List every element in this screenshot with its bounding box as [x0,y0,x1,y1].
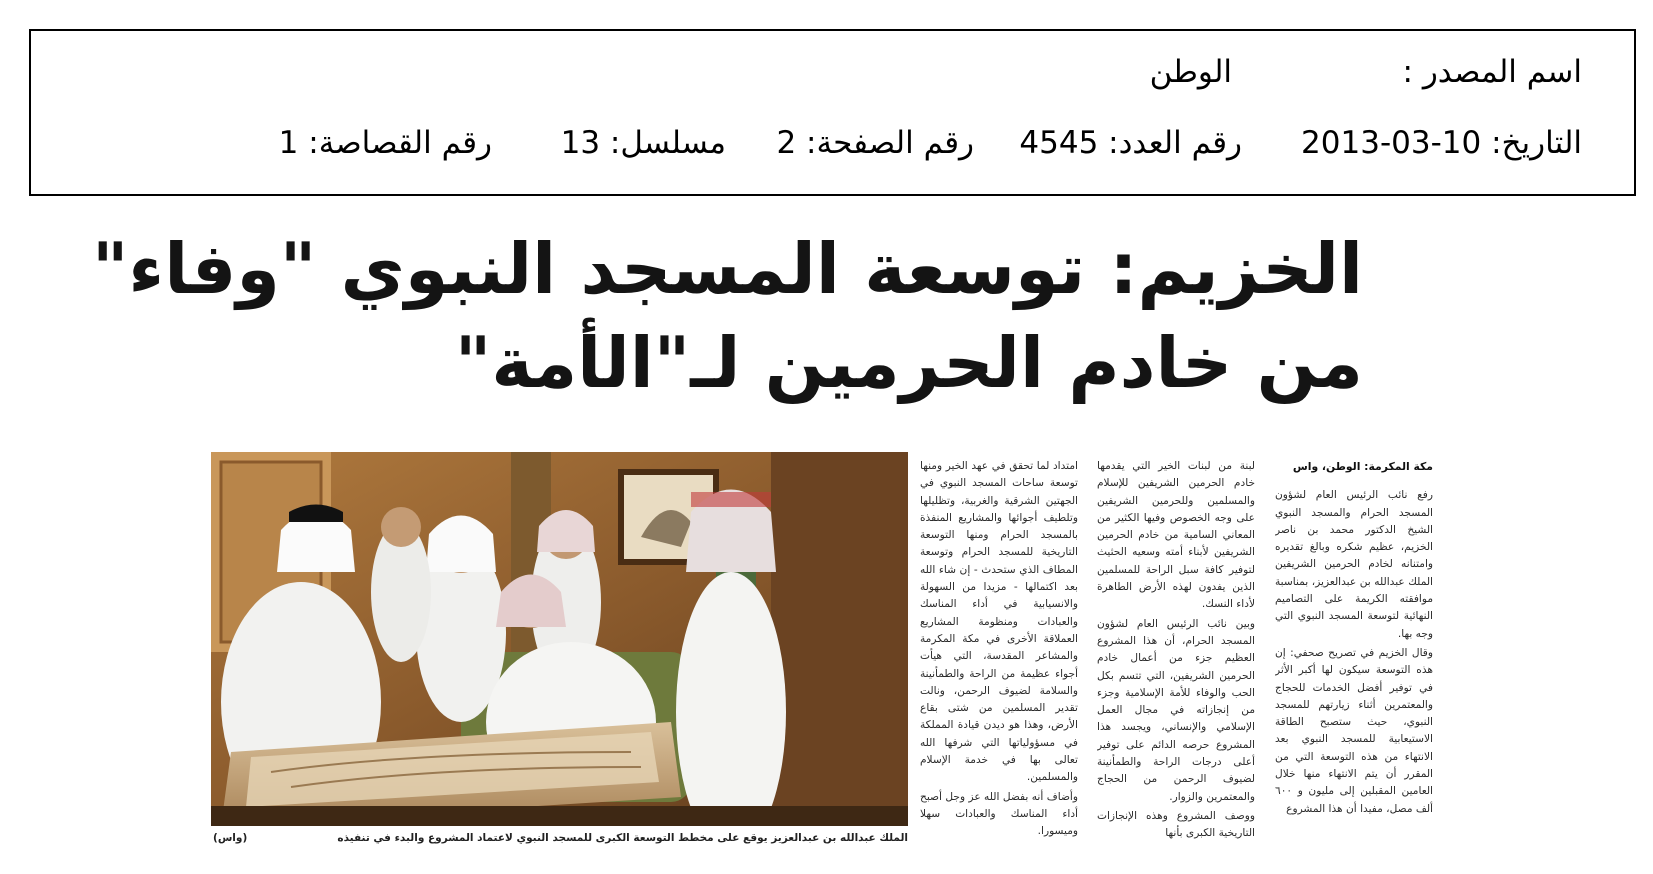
source-value: الوطن [1149,54,1232,90]
paragraph: وأضاف أنه بفضل الله عز وجل أصبح أداء المناسك والعبادات سهلا وميسورا. [920,790,1078,838]
article-column-1 [1275,458,1433,850]
headline-line-1: الخزيم: توسعة المسجد النبوي "وفاء" [91,228,1363,310]
article-column-2 [1097,458,1255,850]
page-number: رقم الصفحة: 2 [776,125,974,161]
paragraph: لبنة من لبنات الخير التي يقدمها خادم الحرمين الشريفين للإسلام والمسلمين وللحرمين الشريفين على وجه الخصوص وفيها الكثير من المعاني السامية من خادم الحرمين الشريفين لأبناء أمته وسعيه الحثيث لتوفير كافة سبل الراحة للمسلمين الذين يفدون لهذه الأرض الطاهرة لأداء النسك. [1097,460,1255,611]
clipping-metadata-box [29,29,1636,196]
article-column-3 [920,458,1078,850]
date-field: التاريخ: 10-03-2013 [1301,125,1582,161]
dateline: مكة المكرمة: الوطن، واس [1292,460,1433,473]
source-label: اسم المصدر : [1402,54,1582,90]
photo-credit: (واس) [213,832,248,844]
headline-line-2: من خادم الحرمين لـ"الأمة" [454,322,1363,404]
article-photo [211,452,908,826]
paragraph: وقال الخزيم في تصريح صحفي: إن هذه التوسعة سيكون لها أكبر الأثر في توفير أفضل الخدمات للحجاج والمعتمرين أثناء زيارتهم للمسجد النبوي، حيث ستصبح الطاقة الاستيعابية للمسجد النبوي بعد الانتهاء من هذه التوسعة التي من المقرر أن يتم الانتهاء منها خلال العامين المقبلين إلى مليون و ٦٠٠ ألف مصل، مفيدا أن هذا المشروع [1275,646,1433,815]
photo-caption: الملك عبدالله بن عبدالعزيز يوقع على مخطط التوسعة الكبرى للمسجد النبوي لاعتماد المشروع والبدء في تنفيذه [337,832,908,844]
clipping-number: رقم القصاصة: 1 [278,125,492,161]
issue-number: رقم العدد: 4545 [1019,125,1242,161]
paragraph: وبين نائب الرئيس العام لشؤون المسجد الحرام، أن هذا المشروع العظيم جزء من أعمال خادم الحرمين الشريفين، التي تتسم بكل الحب والوفاء للأمة الإسلامية وجزء من إنجازاته في مجال العمل الإسلامي والإنساني، ويجسد هذا المشروع حرصه الدائم على توفير أعلى درجات الراحة والطمأنينة لضيوف الرحمن من الحجاج والمعتمرين والزوار. [1097,617,1255,803]
paragraph: ووصف المشروع وهذه الإنجازات التاريخية الكبرى بأنها [1097,809,1255,840]
paragraph: امتداد لما تحقق في عهد الخير ومنها توسعة ساحات المسجد النبوي في الجهتين الشرقية والغربية، وتظليلها وتلطيف أجوائها والمشاريع المنفذة بالمسجد الحرام ومنها التوسعة التاريخية للمسجد الحرام وتوسعة المطاف الذي ستحدث - إن شاء الله بعد اكتمالها - مزيدا من السهولة والانسيابية في أداء المناسك والعبادات ومنظومة المشاريع العملاقة الأخرى في مكة المكرمة والمشاعر المقدسة، التي هيأت أجواء عظيمة من الراحة والطمأنينة والسلامة لضيوف الرحمن، ونالت تقدير المسلمين من شتى بقاع الأرض، وهذا هو ديدن قيادة المملكة في مسؤولياتها التي شرفها الله تعالى بها في خدمة الإسلام والمسلمين. [920,460,1078,784]
paragraph: رفع نائب الرئيس العام لشؤون المسجد الحرام والمسجد النبوي الشيخ الدكتور محمد بن ناصر الخزيم، عظيم شكره وبالغ تقديره وامتنانه لخادم الحرمين الشريفين الملك عبدالله بن عبدالعزيز، بمناسبة موافقته الكريمة على التصاميم النهائية لتوسعة المسجد النبوي التي وجه بها. [1275,489,1433,640]
serial-number: مسلسل: 13 [560,125,726,161]
